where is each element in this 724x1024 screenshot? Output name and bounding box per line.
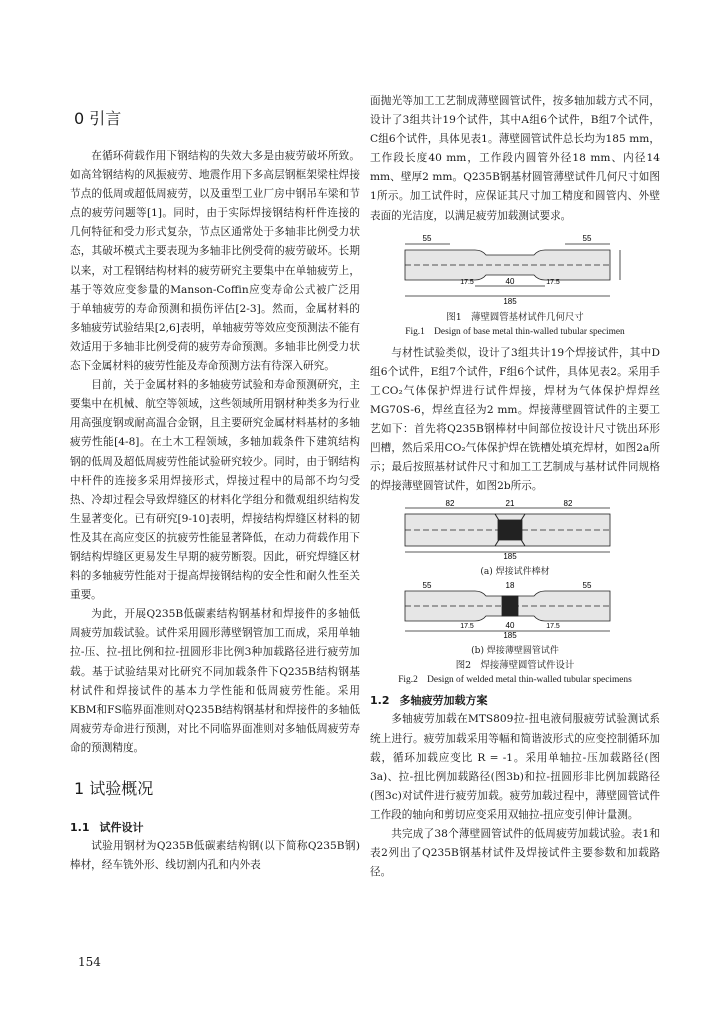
figure-2-caption-cn: 图2 焊接薄壁圆管试件设计 [455, 660, 575, 672]
label-17-5-right-b: 17.5 [546, 623, 560, 631]
label-55-left: 55 [422, 233, 432, 243]
design-paragraph: 试验用钢材为Q235B低碳素结构钢(以下简称Q235B钢)棒材，经车铣外形、线切割内孔和内外表 [70, 840, 360, 872]
label-40-b: 40 [505, 621, 515, 631]
figure-1-drawing [370, 230, 660, 306]
label-17-5-left: 17.5 [460, 278, 474, 286]
left-column [70, 92, 360, 875]
label-40: 40 [505, 276, 515, 286]
figure-2a-subcaption: (a) 焊接试件棒材 [480, 567, 550, 578]
subsection-1-2-title: 多轴疲劳加载方案 [399, 694, 488, 708]
label-185-a: 185 [503, 552, 517, 561]
section-0-title: 0 引言 [74, 109, 122, 128]
subsection-1-1 [70, 819, 360, 835]
label-55-right-b: 55 [582, 581, 592, 591]
label-82-left: 82 [445, 500, 455, 509]
label-18: 18 [505, 581, 515, 591]
label-82-right: 82 [563, 500, 573, 509]
intro-paragraph-1: 在循环荷载作用下钢结构的失效大多是由疲劳破坏所致。如高耸钢结构的风振疲劳、地震作用下多高层钢框架梁柱焊接节点的低周或超低周疲劳，以及重型工业厂房中钢吊车梁和节点的疲劳问题等[1]。同时，由于实际焊接钢结构杆件连接的几何特征和受力形式复杂，节点区通常处于多轴非比例受力状态，其破坏模式主要表现为多轴非比例受荷的疲劳破坏。长期以来，对工程钢结构材料的疲劳研究主要集中在单轴疲劳上，基于等效应变参量的Manson-Coffin应变寿命公式被广泛用于单轴疲劳的寿命预测和损伤评估[2-3]。然而，金属材料的多轴疲劳试验结果[2,6]表明，单轴疲劳等效应变预测法不能有效适用于多轴非比例受荷的疲劳寿命预测。多轴非比例受力状态下金属材料的疲劳性能及寿命预测方法有待深入研究。 [70, 150, 360, 373]
subsection-1-2-number: 1.2 [370, 694, 390, 708]
section-1-title: 1 试验概况 [74, 779, 154, 798]
final-paragraph: 共完成了38个薄壁圆管试件的低周疲劳加载试验。表1和表2列出了Q235B钢基材试件及焊接试件主要参数和加载路径。 [370, 827, 660, 879]
figure-1-caption-en: Fig.1 Design of base metal thin-walled tubular specimen [405, 326, 625, 337]
loading-paragraph: 多轴疲劳加载在MTS809拉-扭电液伺服疲劳试验测试系统上进行。疲劳加载采用等幅和简谐波形式的应变控制循环加载，循环加载应变比 R = -1。采用单轴拉-压加载路径(图3a)、拉-扭比例加载路径(图3b)和拉-扭圆形非比例加载路径(图3c)对试件进行疲劳加载。疲劳加载过程中，薄壁圆管试件工作段的轴向和剪切应变采用双轴拉-扭应变引伸计量测。 [370, 713, 660, 821]
figure-2 [370, 500, 660, 688]
right-column [370, 92, 660, 882]
label-21: 21 [505, 500, 515, 509]
figure-1-caption-cn: 图1 薄壁圆管基材试件几何尺寸 [446, 311, 584, 323]
weld-paragraph: 与材性试验类似，设计了3组共计19个焊接试件，其中D组6个试件，E组7个试件，F组6个试件，具体见表2。采用手工CO₂气体保护焊进行试件焊接，焊材为气体保护焊焊丝MG70S-6，焊丝直径为2 mm。焊接薄壁圆管试件的主要工艺如下：首先将Q235B钢棒材中间部位按设计尺寸铣出环形凹槽，然后采用CO₂气体保护焊在铣槽处填充焊材，如图2a所示；最后按照基材试件尺寸和加工工艺制成与基材试件同规格的焊接薄壁圆管试件，如图2b所示。 [370, 346, 660, 493]
label-17-5-right: 17.5 [546, 278, 560, 286]
figure-2b-drawing [370, 579, 660, 639]
label-185: 185 [503, 296, 517, 306]
figure-2b-subcaption: (b) 焊接薄壁圆管试件 [471, 646, 559, 657]
label-55-left-b: 55 [422, 581, 432, 591]
subsection-1-2 [370, 692, 660, 708]
label-185-b: 185 [503, 631, 517, 640]
page-number: 154 [78, 955, 101, 969]
figure-2a-drawing [370, 500, 660, 560]
figure-1 [370, 230, 660, 340]
figure-2-caption-en: Fig.2 Design of welded metal thin-walled tubular specimens [398, 675, 632, 686]
subsection-1-1-title: 试件设计 [99, 821, 144, 834]
intro-paragraph-2: 目前，关于金属材料的多轴疲劳试验和寿命预测研究，主要集中在机械、航空等领域，这些领域所用钢材种类多为行业用高强度钢或耐高温合金钢，且主要研究金属材料基材的多轴疲劳性能[4-8]。在土木工程领域，多轴加载条件下建筑结构钢的低周及超低周疲劳性能试验研究较少。同时，由于钢结构中杆件的连接多采用焊接形式，焊接过程中的局部不均匀受热、冷却过程会导致焊缝区的材料化学组分和微观组织结构发生显著变化。已有研究[9-10]表明，焊接结构焊缝区材料的韧性及其在高应变区的抗疲劳性能显著降低，在动力荷载作用下钢结构焊缝区更易发生早期的疲劳断裂。因此，研究焊缝区材料的多轴疲劳性能对于提高焊接钢结构的安全性和耐久性至关重要。 [70, 379, 360, 602]
label-17-5-left-b: 17.5 [460, 623, 474, 631]
intro-paragraph-3: 为此，开展Q235B低碳素结构钢基材和焊接件的多轴低周疲劳加载试验。试件采用圆形薄壁钢管加工而成，采用单轴拉-压、拉-扭比例和拉-扭圆形非比例3种加载路径进行疲劳加载。基于试验结果对比研究不同加载条件下Q235B结构钢基材试件和焊接试件的基本力学性能和低周疲劳性能。采用KBM和FS临界面准则对Q235B结构钢基材和焊接件的多轴低周疲劳寿命进行预测，对比不同临界面准则对多轴低周疲劳寿命的预测精度。 [70, 608, 360, 754]
label-55-right: 55 [582, 233, 592, 243]
subsection-1-1-number: 1.1 [70, 821, 90, 834]
specimen-paragraph: 面抛光等加工工艺制成薄壁圆管试件，按多轴加载方式不同，设计了3组共计19个试件，其中A组6个试件，B组7个试件，C组6个试件，具体见表1。薄壁圆管试件总长均为185 mm，工作段长度40 mm，工作段内圆管外径18 mm、内径14 mm、壁厚2 mm。Q235B钢基材圆管薄壁试件几何尺寸如图1所示。加工试件时，应保证其尺寸加工精度和圆管内、外壁表面的光洁度，以满足疲劳加载测试要求。 [370, 95, 660, 222]
